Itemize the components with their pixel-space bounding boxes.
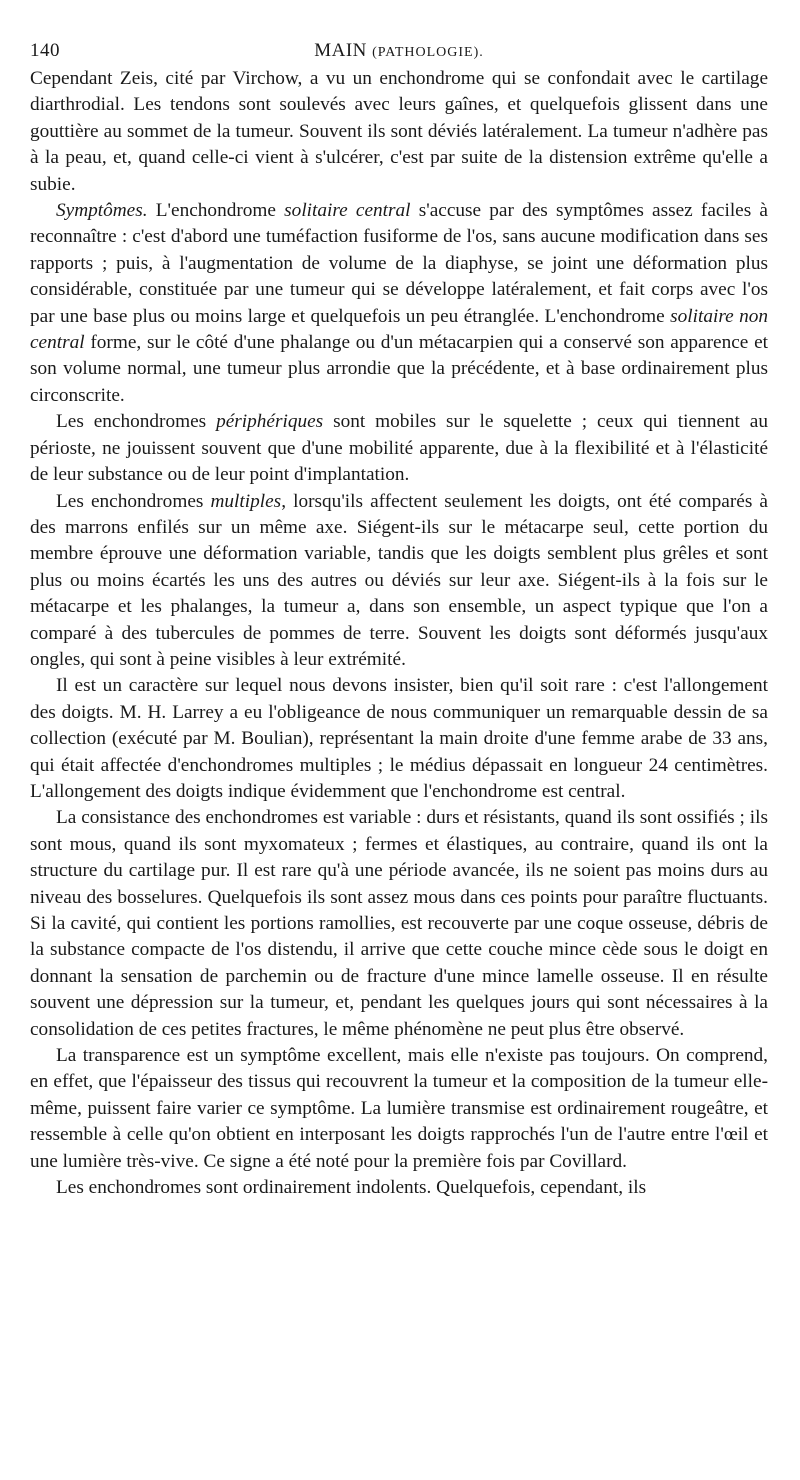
paragraph [30,805,768,1043]
text-run: sont mobiles sur le squelette ; ceux qui tiennent au périoste, ne jouissent souvent que d'une mobilité apparente, due à la flexibilité et à l'élasticité de leur substance ou de leur point d'implantation. [30,411,768,486]
text-run: Les enchondromes sont ordinairement indolents. Quelquefois, cependant, ils [56,1177,647,1199]
italic-term: Symptômes. [56,200,148,222]
italic-term: solitaire non central [30,305,768,354]
body-text [30,66,768,1201]
paragraph [30,673,768,805]
paragraph [30,489,768,674]
paragraph [30,1175,768,1201]
text-run: Les enchondromes [56,490,211,512]
text-run: Cependant Zeis, cité par Virchow, a vu un enchondrome qui se confondait avec le cartilage diarthrodial. Les tendons sont soulevés avec leurs gaînes, et quelquefois glissent dans une gouttière au sommet de la tumeur. Souvent ils sont déviés latéralement. La tumeur n'adhère pas à la peau, et, quand celle-ci vient à s'ulcérer, c'est par suite de la distension extrême qu'elle a subie. [30,68,768,195]
text-run: Il est un caractère sur lequel nous devons insister, bien qu'il soit rare : c'est l'allongement des doigts. M. H. Larrey a eu l'obligeance de nous communiquer un remarquable dessin de sa collection (exécuté par M. Boulian), représentant la main droite d'une femme arabe de 33 ans, qui était affectée d'enchondromes multiples ; le médius dépassait en longueur 24 centimètres. L'allongement des doigts indique évidemment que l'enchondrome est central. [30,675,768,802]
text-run: Les enchondromes [56,411,217,433]
text-run: s'accuse par des symptômes assez faciles à reconnaître : c'est d'abord une tuméfaction fusiforme de l'os, sans aucune modification dans ses rapports ; puis, à l'augmentation de volume de la diaphyse, se joint une déformation plus considérable, constituée par une tumeur qui se développe latéralement, et fait corps avec l'os par une base plus ou moins large et quelquefois un peu étranglée. L'enchondrome [30,200,768,327]
text-run: , lorsqu'ils affectent seulement les doigts, ont été comparés à des marrons enfilés sur un même axe. Siégent-ils sur le métacarpe seul, cette portion du membre éprouve une déformation variable, tandis que les doigts semblent plus grêles et sont plus ou moins écartés les uns des autres ou déviés sur leur axe. Siégent-ils à la fois sur le métacarpe et les phalanges, la tumeur a, dans son ensemble, un aspect typique que l'on a comparé à des tubercules de pommes de terre. Souvent les doigts sont déformés jusqu'aux ongles, qui sont à peine visibles à leur extrémité. [30,490,768,670]
paragraph [30,1043,768,1175]
italic-term: périphériques [216,411,324,433]
text-run: forme, sur le côté d'une phalange ou d'un métacarpien qui a conservé son apparence et son volume normal, une tumeur plus arrondie que la précédente, et à base ordinairement plus circonscrite. [30,332,768,406]
document-page [30,36,768,1456]
italic-term: multiples [210,490,282,512]
paragraph [30,66,768,198]
paragraph [30,409,768,488]
paragraph [30,198,768,409]
header-title-sub: (PATHOLOGIE). [372,45,484,60]
italic-term: solitaire central [284,200,411,222]
page-number: 140 [30,40,60,61]
text-run: L'enchondrome [147,200,285,222]
text-run: La consistance des enchondromes est variable : durs et résistants, quand ils sont ossifiés ; ils sont mous, quand ils sont myxomateux ; fermes et élastiques, au contraire, quand ils ont la structure du cartilage pur. Il est rare qu'à une période avancée, ils ne soient pas moins durs au niveau des bosselures. Quelquefois ils sont assez mous dans ces points pour paraître fluctuants. Si la cavité, qui contient les portions ramollies, est recouverte par une coque osseuse, débris de la substance compacte de l'os distendu, il arrive que cette couche mince cède sous le doigt en donnant la sensation de parchemin ou de fracture d'une mince lamelle osseuse. Il en résulte souvent une dépression sur la tumeur, et, pendant les quelques jours qui sont nécessaires à la consolidation de ces petites fractures, le même phénomène ne peut plus être observé. [30,807,768,1040]
running-head [30,36,768,66]
text-run: La transparence est un symptôme excellent, mais elle n'existe pas toujours. On comprend, en effet, que l'épaisseur des tissus qui recouvrent la tumeur et la composition de la tumeur elle-même, puissent faire varier ce symptôme. La lumière transmise est ordinairement rougeâtre, et ressemble à celle qu'on obtient en interposant les doigts rapprochés l'un de l'autre entre l'œil et une lumière très-vive. Ce signe a été noté pour la première fois par Covillard. [30,1045,768,1172]
header-title [30,40,768,62]
header-title-main: MAIN [314,40,367,61]
